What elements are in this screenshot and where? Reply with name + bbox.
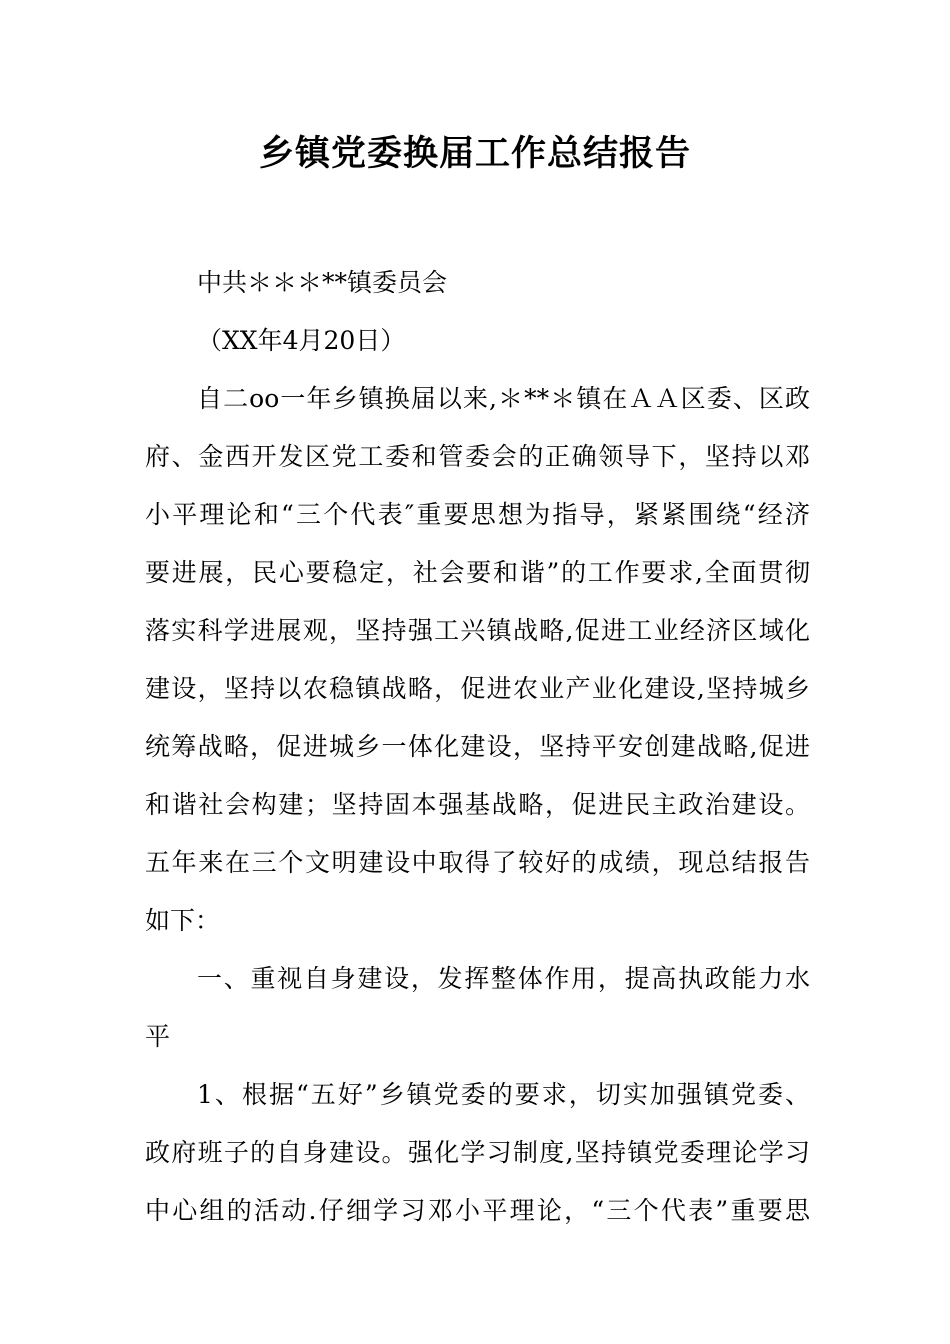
text-line: 小平理论和“三个代表″重要思想为指导，紧紧围绕“经济 (145, 500, 810, 529)
text-line: 中心组的活动.仔细学习邓小平理论，“三个代表”重要思 (145, 1196, 810, 1225)
document-title: 乡镇党委换届工作总结报告 (258, 134, 691, 174)
text-line: 自二oo一年乡镇换届以来,＊**＊镇在ＡＡ区委、区政 (197, 384, 810, 413)
text-line: 落实科学进展观，坚持强工兴镇战略,促进工业经济区域化 (145, 616, 810, 645)
text-line: 五年来在三个文明建设中取得了较好的成绩，现总结报告 (145, 848, 810, 877)
text-line: 平 (145, 1022, 171, 1051)
text-line: 要进展，民心要稳定，社会要和谐”的工作要求,全面贯彻 (145, 558, 810, 587)
text-line: 政府班子的自身建设。强化学习制度,坚持镇党委理论学习 (145, 1138, 810, 1167)
text-line: 一、重视自身建设，发挥整体作用，提高执政能力水 (197, 964, 810, 993)
text-line: 和谐社会构建；坚持固本强基战略，促进民主政治建设。 (145, 790, 810, 819)
text-line: 如下： (145, 906, 221, 935)
report-date: （XX年4月20日） (197, 326, 406, 355)
text-line: 府、金西开发区党工委和管委会的正确领导下，坚持以邓 (145, 442, 810, 471)
paragraph-lines (145, 370, 810, 1240)
text-line: 建设，坚持以农稳镇战略，促进农业产业化建设,坚持城乡 (145, 674, 810, 703)
org-name: 中共＊＊＊**镇委员会 (197, 268, 448, 297)
text-line: 统筹战略，促进城乡一体化建设，坚持平安创建战略,促进 (145, 732, 810, 761)
document-body (145, 254, 810, 1240)
text-line: 1、根据“五好”乡镇党委的要求，切实加强镇党委、 (197, 1080, 810, 1109)
